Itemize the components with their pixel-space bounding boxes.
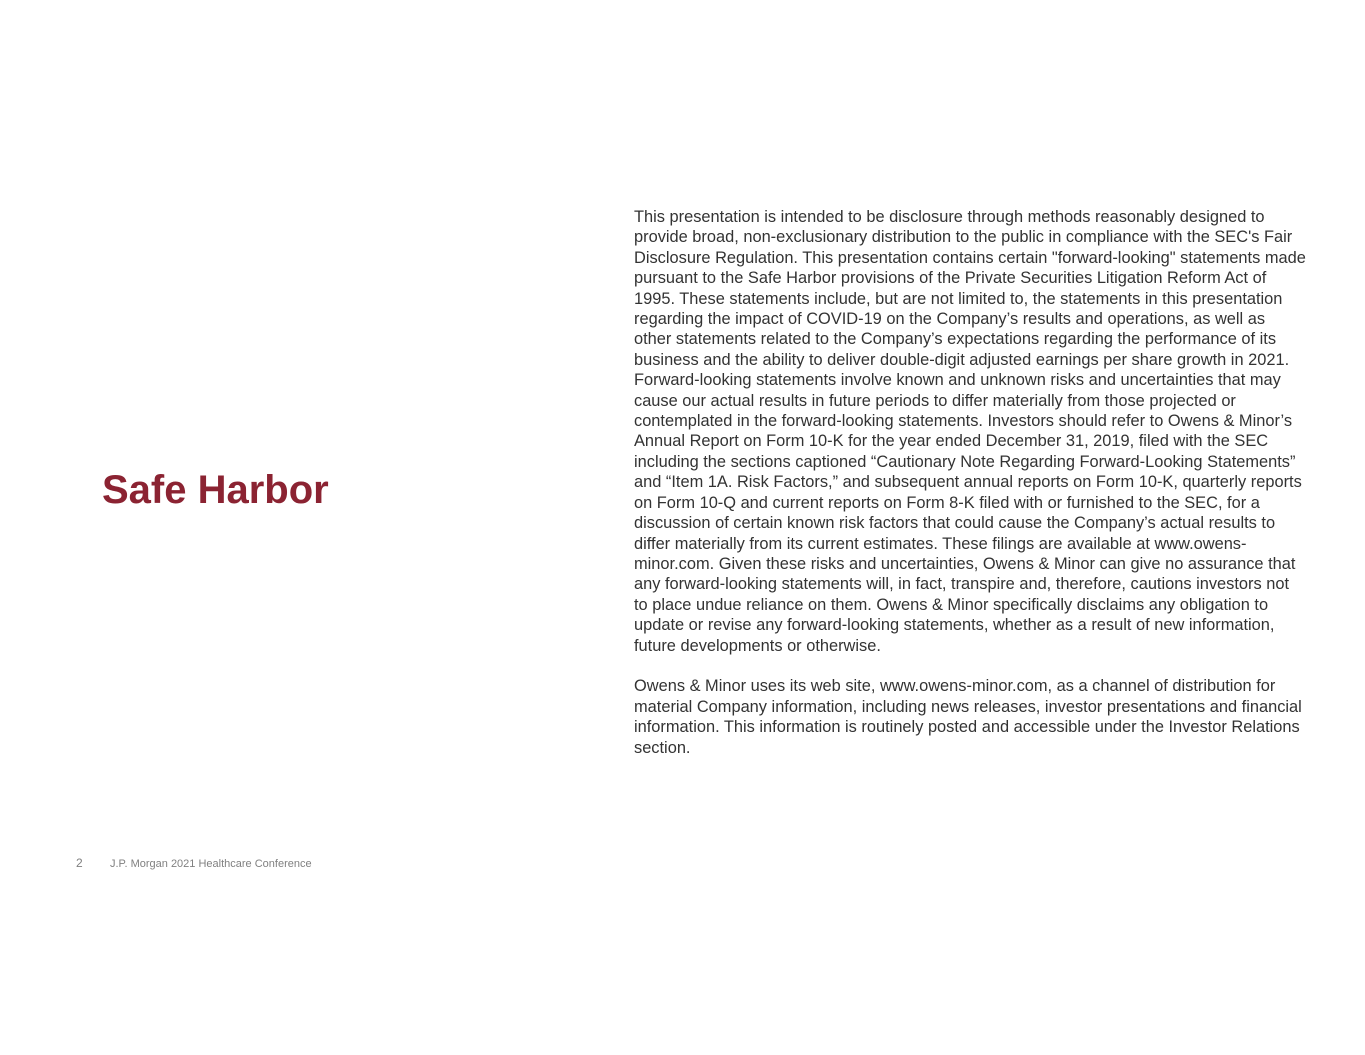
disclaimer-body: [634, 207, 1306, 758]
footer-conference-label: J.P. Morgan 2021 Healthcare Conference: [110, 858, 312, 870]
disclaimer-paragraph-forward-looking: This presentation is intended to be disclosure through methods reasonably designed to provide broad, non-exclusionary distribution to the public in compliance with the SEC's Fair Disclosure Regulation. This presentation contains certain "forward-looking" statements made pursuant to the Safe Harbor provisions of the Private Securities Litigation Reform Act of 1995. These statements include, but are not limited to, the statements in this presentation regarding the impact of COVID-19 on the Company’s results and operations, as well as other statements related to the Company’s expectations regarding the performance of its business and the ability to deliver double-digit adjusted earnings per share growth in 2021. Forward-looking statements involve known and unknown risks and uncertainties that may cause our actual results in future periods to differ materially from those projected or contemplated in the forward-looking statements. Investors should refer to Owens & Minor’s Annual Report on Form 10-K for the year ended December 31, 2019, filed with the SEC including the sections captioned “Cautionary Note Regarding Forward-Looking Statements” and “Item 1A. Risk Factors,” and subsequent annual reports on Form 10-K, quarterly reports on Form 10-Q and current reports on Form 8-K filed with or furnished to the SEC, for a discussion of certain known risk factors that could cause the Company’s actual results to differ materially from its current estimates. These filings are available at www.owens-minor.com. Given these risks and uncertainties, Owens & Minor can give no assurance that any forward-looking statements will, in fact, transpire and, therefore, cautions investors not to place undue reliance on them. Owens & Minor specifically disclaims any obligation to update or revise any forward-looking statements, whether as a result of new information, future developments or otherwise.: [634, 208, 1306, 655]
page-number: 2: [76, 856, 83, 870]
disclaimer-paragraph-website: Owens & Minor uses its web site, www.owens-minor.com, as a channel of distribution for material Company information, including news releases, investor presentations and financial information. This information is routinely posted and accessible under the Investor Relations section.: [634, 677, 1302, 757]
slide-title: Safe Harbor: [102, 468, 329, 512]
